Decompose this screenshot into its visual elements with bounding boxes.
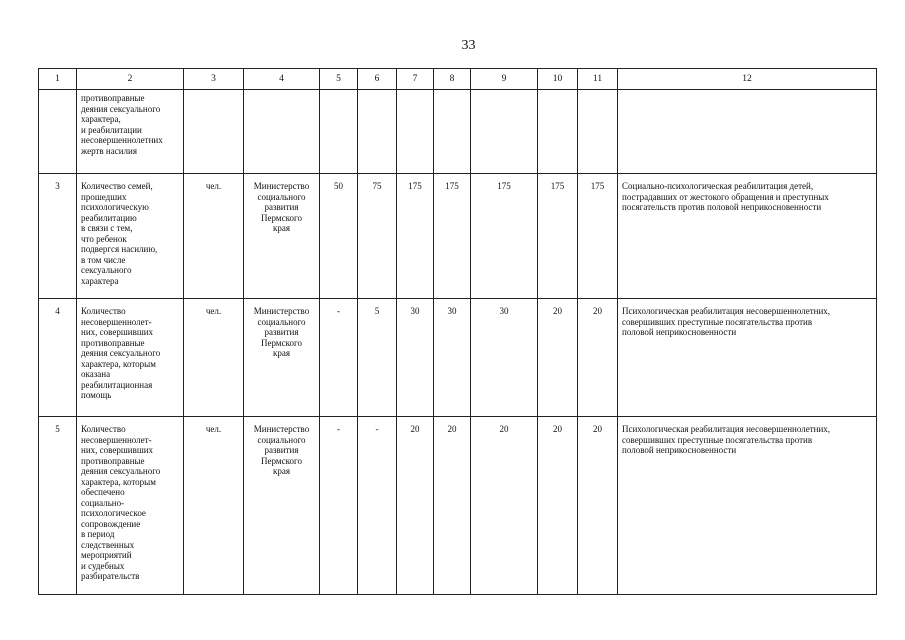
value-cell (358, 90, 397, 174)
value-cell (397, 90, 434, 174)
table-row (39, 174, 877, 299)
value-cell: 20 (578, 417, 618, 595)
value-cell: 175 (397, 174, 434, 299)
header-cell: 10 (538, 69, 578, 90)
indicators-table (38, 68, 877, 595)
value-cell: 5 (358, 299, 397, 417)
note-cell (618, 90, 877, 174)
value-cell: - (320, 299, 358, 417)
note-cell: Психологическая реабилитация несовершеннолетних, совершивших преступные посягательства против половой неприкосновенности (618, 417, 877, 595)
header-cell: 3 (184, 69, 244, 90)
row-number: 4 (39, 299, 77, 417)
value-cell: 20 (397, 417, 434, 595)
header-cell: 9 (471, 69, 538, 90)
value-cell: 175 (434, 174, 471, 299)
value-cell: 20 (471, 417, 538, 595)
value-cell: 75 (358, 174, 397, 299)
unit-cell (184, 90, 244, 174)
header-cell: 5 (320, 69, 358, 90)
value-cell: 20 (578, 299, 618, 417)
value-cell: 50 (320, 174, 358, 299)
value-cell (320, 90, 358, 174)
value-cell: 175 (578, 174, 618, 299)
note-cell: Социально-психологическая реабилитация детей, пострадавших от жестокого обращения и преступных посягательств против половой неприкосновенности (618, 174, 877, 299)
row-number: 3 (39, 174, 77, 299)
unit-cell: чел. (184, 299, 244, 417)
page-number: 33 (461, 38, 476, 53)
executor-cell: Министерство социального развития Пермского края (244, 417, 320, 595)
indicator-name: противоправные деяния сексуального характера, и реабилитации несовершеннолетних жертв насилия (77, 90, 184, 174)
value-cell: - (358, 417, 397, 595)
value-cell (471, 90, 538, 174)
header-cell: 8 (434, 69, 471, 90)
value-cell (578, 90, 618, 174)
header-cell: 11 (578, 69, 618, 90)
unit-cell: чел. (184, 417, 244, 595)
header-cell: 4 (244, 69, 320, 90)
unit-cell: чел. (184, 174, 244, 299)
value-cell (434, 90, 471, 174)
header-cell: 2 (77, 69, 184, 90)
executor-cell (244, 90, 320, 174)
indicator-name: Количество семей, прошедших психологическую реабилитацию в связи с тем, что ребенок подвергся насилию, в том числе сексуального характера (77, 174, 184, 299)
value-cell: 175 (538, 174, 578, 299)
header-cell: 12 (618, 69, 877, 90)
value-cell: 30 (434, 299, 471, 417)
value-cell: - (320, 417, 358, 595)
executor-cell: Министерство социального развития Пермского края (244, 299, 320, 417)
value-cell: 20 (538, 299, 578, 417)
header-cell: 7 (397, 69, 434, 90)
value-cell (538, 90, 578, 174)
value-cell: 30 (397, 299, 434, 417)
header-cell: 6 (358, 69, 397, 90)
header-cell: 1 (39, 69, 77, 90)
note-cell: Психологическая реабилитация несовершеннолетних, совершивших преступные посягательства против половой неприкосновенности (618, 299, 877, 417)
executor-cell: Министерство социального развития Пермского края (244, 174, 320, 299)
value-cell: 20 (434, 417, 471, 595)
value-cell: 175 (471, 174, 538, 299)
row-number (39, 90, 77, 174)
value-cell: 30 (471, 299, 538, 417)
row-number: 5 (39, 417, 77, 595)
table-row (39, 417, 877, 595)
table-row (39, 90, 877, 174)
header-row (39, 69, 877, 90)
indicator-name: Количество несовершеннолет- них, совершивших противоправные деяния сексуального характера, которым обеспечено социально- психологическое сопровождение в период следственных мероприятий и судебных разбирательств (77, 417, 184, 595)
value-cell: 20 (538, 417, 578, 595)
table-row (39, 299, 877, 417)
indicator-name: Количество несовершеннолет- них, совершивших противоправные деяния сексуального характера, которым оказана реабилитационная помощь (77, 299, 184, 417)
